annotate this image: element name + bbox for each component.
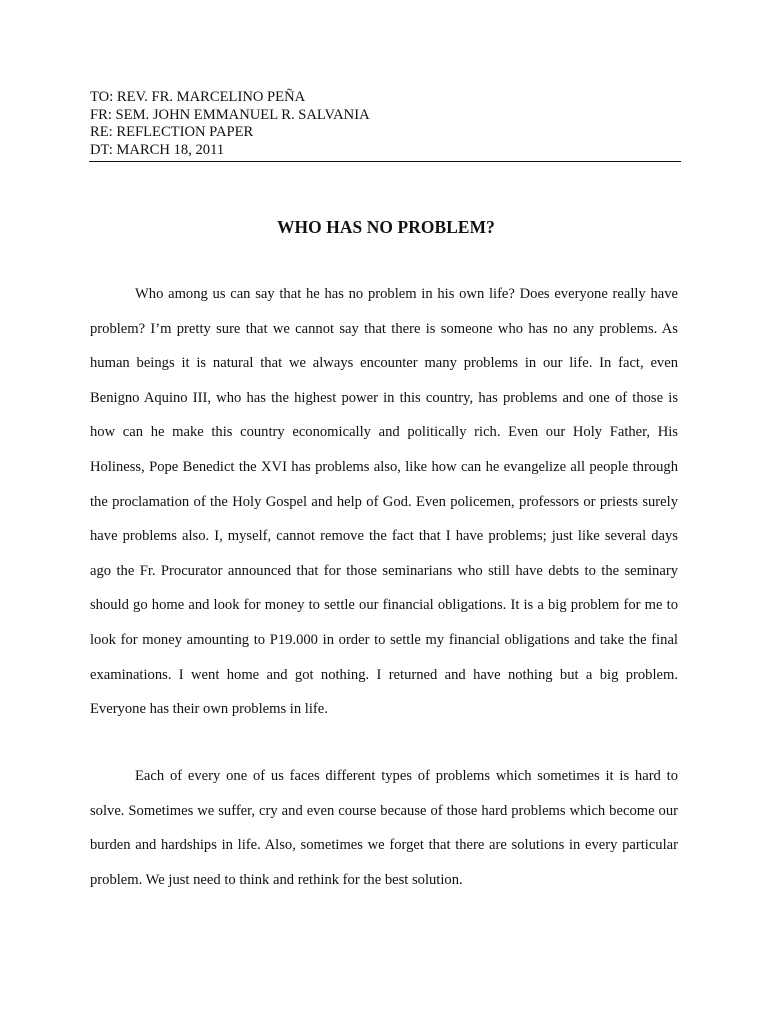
memo-from-line: FR: SEM. JOHN EMMANUEL R. SALVANIA [90, 106, 370, 123]
memo-re-line: RE: REFLECTION PAPER [90, 124, 254, 141]
memo-date-line: DT: MARCH 18, 2011 [90, 141, 225, 158]
document-title: WHO HAS NO PROBLEM? [277, 217, 495, 237]
paragraph-2: Each of every one of us faces different types of problems which sometimes it is hard to solve. Sometimes we suffer, cry and even course because of those hard problems which become our burden and hardships in life. Also, sometimes we forget that there are solutions in every particular problem. We just need to think and rethink for the best solution. [90, 768, 678, 888]
paragraph-1: Who among us can say that he has no problem in his own life? Does everyone really have problem? I’m pretty sure that we cannot say that there is someone who has no any problems. As human beings it is natural that we always encounter many problems in our life. In fact, even Benigno Aquino III, who has the highest power in this country, has problems and one of those is how can he make this country economically and politically rich. Even our Holy Father, His Holiness, Pope Benedict the XVI has problems also, like how can he evangelize all people through the proclamation of the Holy Gospel and help of God. Even policemen, professors or priests surely have problems also. I, myself, cannot remove the fact that I have problems; just like several days ago the Fr. Procurator announced that for those seminarians who still have debts to the seminary should go home and look for money to settle our financial obligations. It is a big problem for me to look for money amounting to P19.000 in order to settle my financial obligations and take the final examinations. I went home and got nothing. I returned and have nothing but a big problem. Everyone has their own problems in life. [90, 286, 678, 718]
memo-to-line: TO: REV. FR. MARCELINO PEÑA [90, 89, 306, 105]
header-divider [89, 161, 681, 162]
memo-header [90, 89, 682, 159]
